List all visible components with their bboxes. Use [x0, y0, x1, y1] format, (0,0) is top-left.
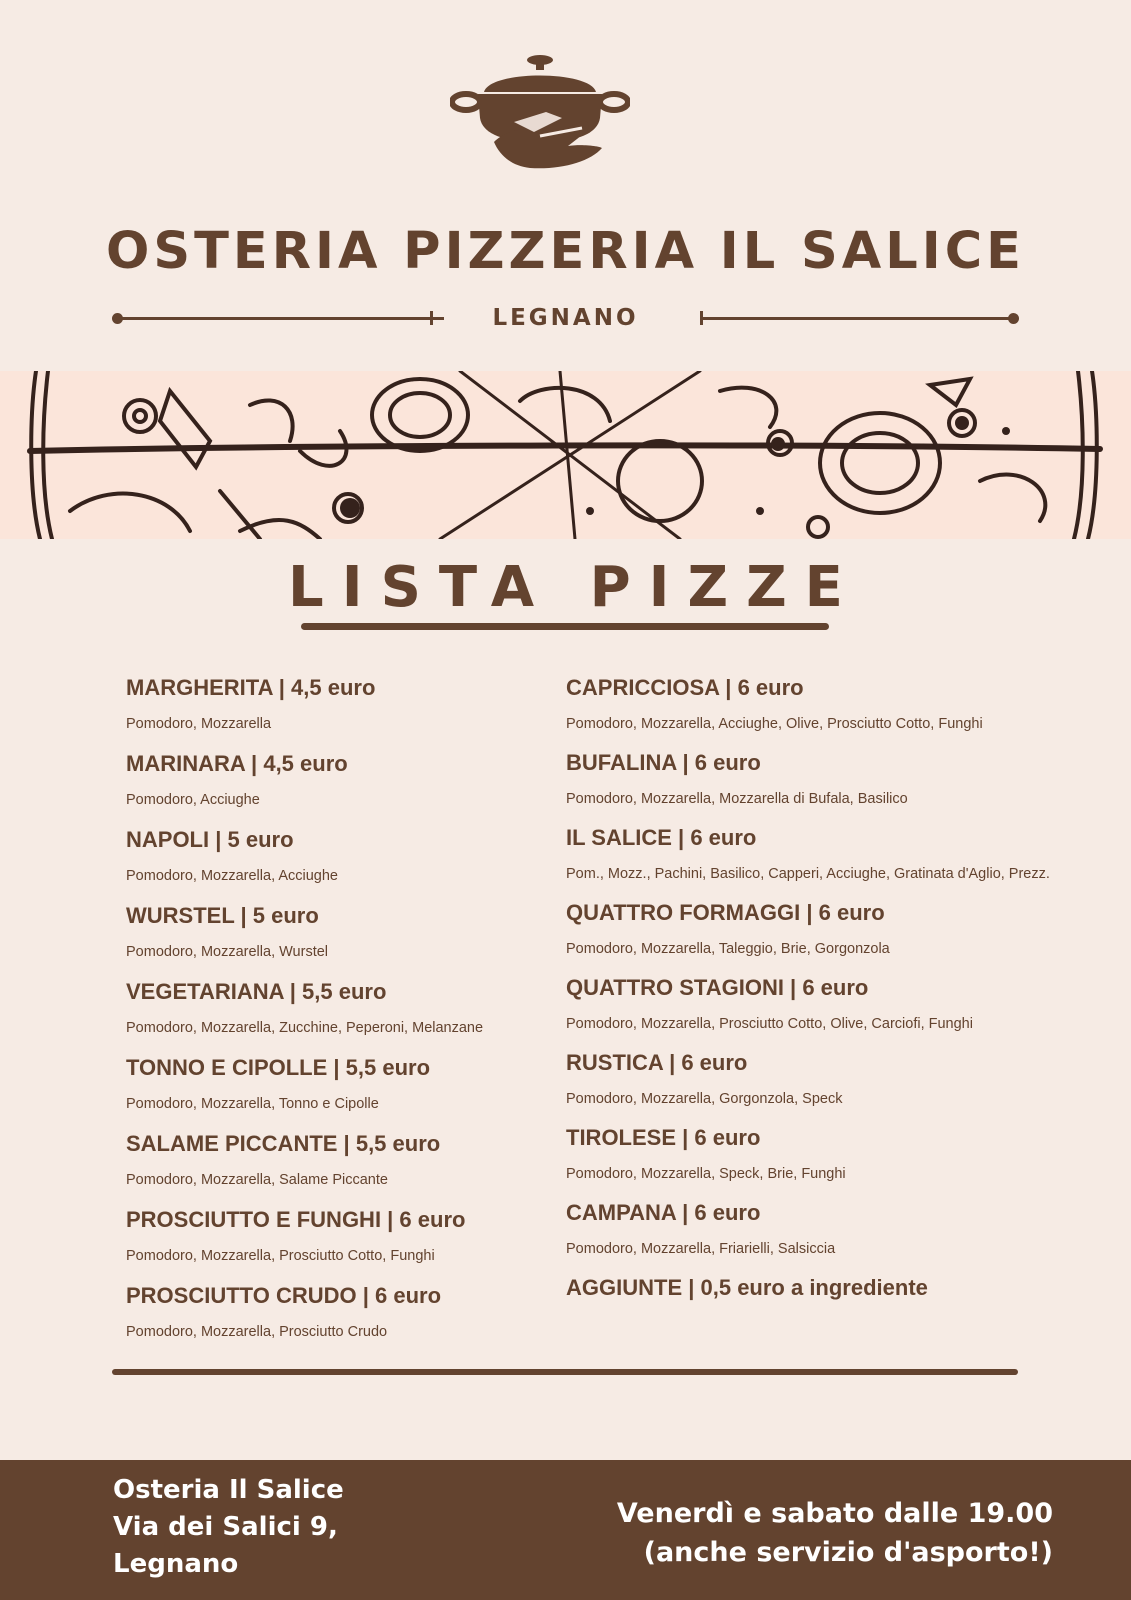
menu-item-name: BUFALINA | 6 euro — [566, 750, 761, 775]
menu-column-right — [566, 673, 1066, 1303]
menu-item-ingredients: Pomodoro, Mozzarella, Speck, Brie, Funghi — [566, 1166, 846, 1182]
hours-line: Venerdì e sabato dalle 19.00 — [616, 1498, 1053, 1529]
menu-item-ingredients: Pomodoro, Mozzarella — [126, 716, 272, 732]
menu-item-ingredients: Pomodoro, Mozzarella, Zucchine, Peperoni, Melanzane — [126, 1020, 484, 1036]
menu-item — [566, 1048, 1066, 1123]
city-label: LEGNANO — [492, 305, 639, 331]
footer-bar — [0, 1460, 1131, 1600]
menu-item-ingredients: Pomodoro, Mozzarella, Mozzarella di Bufala, Basilico — [566, 791, 908, 807]
menu-item — [126, 1053, 556, 1129]
menu-item-name: IL SALICE | 6 euro — [566, 825, 757, 850]
menu-item-name: WURSTEL | 5 euro — [126, 903, 319, 928]
menu-title: LISTA PIZZE — [288, 555, 861, 620]
menu-item — [126, 749, 556, 825]
menu-item — [566, 898, 1066, 973]
menu-item-name: MARGHERITA | 4,5 euro — [126, 675, 376, 700]
menu-item-name: NAPOLI | 5 euro — [126, 827, 294, 852]
menu-item-name: TONNO E CIPOLLE | 5,5 euro — [126, 1055, 431, 1080]
address-line: Osteria Il Salice — [113, 1475, 344, 1505]
menu-bottom-rule — [112, 1369, 1018, 1375]
menu-item-name: SALAME PICCANTE | 5,5 euro — [126, 1131, 441, 1156]
menu-item-name: RUSTICA | 6 euro — [566, 1050, 748, 1075]
menu-item-name: CAPRICCIOSA | 6 euro — [566, 675, 804, 700]
menu-item — [126, 977, 556, 1053]
menu-title-underline — [301, 623, 829, 630]
menu-item — [566, 748, 1066, 823]
menu-item-ingredients: Pomodoro, Mozzarella, Friarielli, Salsiccia — [566, 1241, 836, 1257]
menu-item-ingredients: Pomodoro, Mozzarella, Acciughe, Olive, Prosciutto Cotto, Funghi — [566, 716, 983, 732]
menu-item — [126, 825, 556, 901]
pizza-sketch-banner — [0, 371, 1131, 539]
menu-item-ingredients: Pomodoro, Mozzarella, Acciughe — [126, 868, 338, 884]
menu-item — [566, 673, 1066, 748]
menu-item-ingredients: Pomodoro, Mozzarella, Prosciutto Cotto, Funghi — [126, 1248, 435, 1264]
menu-item — [126, 673, 556, 749]
menu-item-ingredients: Pom., Mozz., Pachini, Basilico, Capperi, Acciughe, Gratinata d'Aglio, Prezz. — [566, 866, 1050, 882]
menu-item — [566, 1123, 1066, 1198]
menu-item-ingredients: Pomodoro, Mozzarella, Taleggio, Brie, Gorgonzola — [566, 941, 890, 957]
menu-item-ingredients: Pomodoro, Mozzarella, Wurstel — [126, 944, 329, 960]
menu-item — [126, 901, 556, 977]
menu-item-name: QUATTRO FORMAGGI | 6 euro — [566, 900, 885, 925]
menu-item — [126, 1281, 556, 1357]
menu-item-name: CAMPANA | 6 euro — [566, 1200, 761, 1225]
menu-item-ingredients: Pomodoro, Mozzarella, Prosciutto Cotto, Olive, Carciofi, Funghi — [566, 1016, 973, 1032]
address-line: Via dei Salici 9, — [113, 1512, 338, 1542]
cooking-pot-hands-icon — [450, 52, 630, 172]
menu-item — [566, 973, 1066, 1048]
menu-item — [126, 1205, 556, 1281]
menu-item-name: PROSCIUTTO E FUNGHI | 6 euro — [126, 1207, 466, 1232]
extras-pricing: AGGIUNTE | 0,5 euro a ingrediente — [566, 1275, 928, 1300]
menu-item-name: VEGETARIANA | 5,5 euro — [126, 979, 387, 1004]
menu-column-left — [126, 673, 556, 1357]
menu-item-name: PROSCIUTTO CRUDO | 6 euro — [126, 1283, 442, 1308]
menu-item — [566, 823, 1066, 898]
hours-line: (anche servizio d'asporto!) — [643, 1537, 1053, 1568]
menu-item-ingredients: Pomodoro, Mozzarella, Gorgonzola, Speck — [566, 1091, 843, 1107]
menu-item-name: TIROLESE | 6 euro — [566, 1125, 761, 1150]
menu-item — [566, 1198, 1066, 1273]
footer-hours — [617, 1494, 1053, 1572]
menu-item-ingredients: Pomodoro, Mozzarella, Prosciutto Crudo — [126, 1324, 388, 1340]
footer-address — [113, 1472, 344, 1583]
address-line: Legnano — [113, 1549, 239, 1579]
menu-item-name: MARINARA | 4,5 euro — [126, 751, 348, 776]
menu-item-ingredients: Pomodoro, Mozzarella, Salame Piccante — [126, 1172, 388, 1188]
menu-item-name: QUATTRO STAGIONI | 6 euro — [566, 975, 869, 1000]
menu-item-ingredients: Pomodoro, Acciughe — [126, 792, 260, 808]
menu-item-ingredients: Pomodoro, Mozzarella, Tonno e Cipolle — [126, 1096, 379, 1112]
restaurant-title: OSTERIA PIZZERIA IL SALICE — [106, 222, 1025, 281]
menu-item — [126, 1129, 556, 1205]
